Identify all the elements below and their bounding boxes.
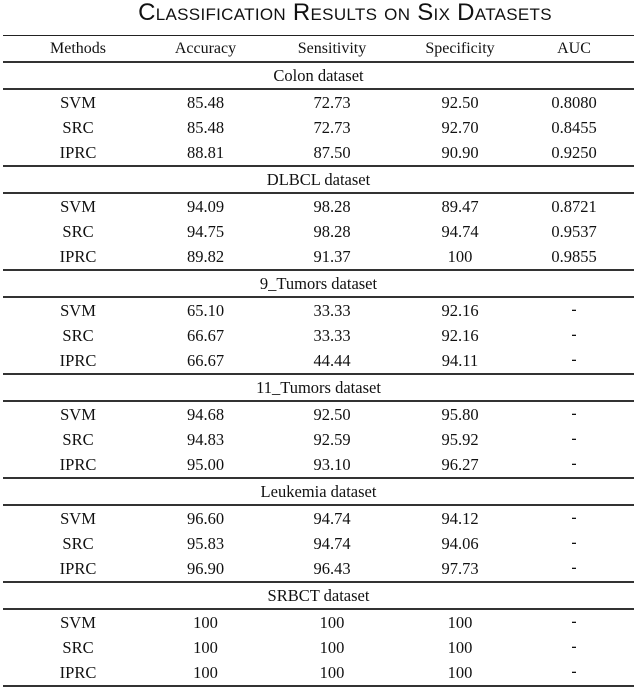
specificity-cell: 94.74 bbox=[441, 221, 479, 241]
auc-cell: - bbox=[571, 326, 577, 344]
sensitivity-cell: 33.33 bbox=[313, 325, 351, 345]
method-cell: SVM bbox=[60, 508, 96, 528]
table-row bbox=[3, 506, 634, 531]
accuracy-cell: 95.83 bbox=[186, 533, 225, 553]
sensitivity-cell: 91.37 bbox=[313, 246, 351, 266]
accuracy-cell: 66.67 bbox=[186, 325, 225, 345]
auc-cell: 0.8721 bbox=[551, 196, 597, 216]
method-cell: SRC bbox=[62, 637, 94, 657]
auc-cell: - bbox=[571, 455, 577, 473]
dataset-name: 11_Tumors dataset bbox=[256, 377, 381, 397]
header-sensitivity: Sensitivity bbox=[297, 39, 367, 57]
method-cell: SRC bbox=[62, 221, 94, 241]
accuracy-cell: 96.90 bbox=[186, 558, 225, 578]
results-table bbox=[3, 35, 634, 687]
method-cell: IPRC bbox=[59, 454, 97, 474]
accuracy-cell: 94.68 bbox=[186, 404, 225, 424]
table-title: Classification Results on Six Datasets bbox=[138, 0, 552, 26]
table-row bbox=[3, 531, 634, 556]
method-cell: SVM bbox=[60, 92, 96, 112]
section-header bbox=[3, 375, 634, 402]
auc-cell: 0.9537 bbox=[551, 221, 597, 241]
specificity-cell: 90.90 bbox=[441, 142, 479, 162]
table-row bbox=[3, 244, 634, 271]
auc-cell: 0.8455 bbox=[551, 117, 597, 137]
sensitivity-cell: 72.73 bbox=[313, 117, 351, 137]
sensitivity-cell: 92.59 bbox=[313, 429, 351, 449]
section-header bbox=[3, 63, 634, 90]
method-cell: IPRC bbox=[59, 662, 97, 682]
sensitivity-cell: 98.28 bbox=[313, 196, 351, 216]
method-cell: SRC bbox=[62, 429, 94, 449]
auc-cell: 0.9855 bbox=[551, 246, 597, 266]
specificity-cell: 96.27 bbox=[441, 454, 479, 474]
table-row bbox=[3, 298, 634, 323]
specificity-cell: 95.80 bbox=[441, 404, 479, 424]
specificity-cell: 92.50 bbox=[441, 92, 479, 112]
auc-cell: - bbox=[571, 351, 577, 369]
auc-cell: 0.9250 bbox=[551, 142, 597, 162]
sensitivity-cell: 100 bbox=[319, 612, 345, 632]
sensitivity-cell: 44.44 bbox=[313, 350, 351, 370]
table-body bbox=[3, 63, 634, 687]
table-row bbox=[3, 660, 634, 687]
table-row bbox=[3, 115, 634, 140]
method-cell: IPRC bbox=[59, 142, 97, 162]
specificity-cell: 95.92 bbox=[441, 429, 479, 449]
specificity-cell: 89.47 bbox=[441, 196, 479, 216]
accuracy-cell: 85.48 bbox=[186, 92, 225, 112]
accuracy-cell: 65.10 bbox=[186, 300, 225, 320]
method-cell: SVM bbox=[60, 612, 96, 632]
method-cell: SRC bbox=[62, 117, 94, 137]
specificity-cell: 94.12 bbox=[441, 508, 479, 528]
accuracy-cell: 100 bbox=[193, 637, 218, 657]
specificity-cell: 100 bbox=[447, 612, 473, 632]
table-row bbox=[3, 402, 634, 427]
section-header bbox=[3, 271, 634, 298]
dataset-name: SRBCT dataset bbox=[267, 585, 370, 605]
table-row bbox=[3, 610, 634, 635]
method-cell: SRC bbox=[62, 533, 94, 553]
auc-cell: - bbox=[571, 509, 577, 527]
accuracy-cell: 89.82 bbox=[186, 246, 225, 266]
accuracy-cell: 100 bbox=[193, 612, 218, 632]
header-methods: Methods bbox=[50, 39, 106, 57]
section-header bbox=[3, 583, 634, 610]
sensitivity-cell: 94.74 bbox=[313, 533, 351, 553]
accuracy-cell: 94.75 bbox=[186, 221, 225, 241]
header-accuracy: Accuracy bbox=[174, 39, 237, 57]
method-cell: SVM bbox=[60, 300, 96, 320]
table-row bbox=[3, 194, 634, 219]
sensitivity-cell: 92.50 bbox=[313, 404, 351, 424]
dataset-name: Colon dataset bbox=[273, 65, 364, 85]
section-header bbox=[3, 167, 634, 194]
table-header-row bbox=[3, 36, 634, 63]
specificity-cell: 92.70 bbox=[441, 117, 479, 137]
specificity-cell: 92.16 bbox=[441, 300, 479, 320]
accuracy-cell: 96.60 bbox=[186, 508, 225, 528]
accuracy-cell: 88.81 bbox=[186, 142, 225, 162]
accuracy-cell: 100 bbox=[193, 662, 218, 682]
sensitivity-cell: 87.50 bbox=[313, 142, 351, 162]
sensitivity-cell: 100 bbox=[319, 637, 345, 657]
auc-cell: - bbox=[571, 430, 577, 448]
specificity-cell: 92.16 bbox=[441, 325, 479, 345]
accuracy-cell: 95.00 bbox=[186, 454, 225, 474]
table-row bbox=[3, 348, 634, 375]
table-row bbox=[3, 140, 634, 167]
method-cell: SRC bbox=[62, 325, 94, 345]
method-cell: SVM bbox=[60, 196, 96, 216]
method-cell: SVM bbox=[60, 404, 96, 424]
specificity-cell: 94.11 bbox=[441, 350, 479, 370]
specificity-cell: 97.73 bbox=[441, 558, 479, 578]
table-row bbox=[3, 219, 634, 244]
accuracy-cell: 85.48 bbox=[186, 117, 225, 137]
table-row bbox=[3, 452, 634, 479]
auc-cell: - bbox=[571, 638, 577, 656]
table-row bbox=[3, 635, 634, 660]
sensitivity-cell: 93.10 bbox=[313, 454, 351, 474]
sensitivity-cell: 72.73 bbox=[313, 92, 351, 112]
auc-cell: - bbox=[571, 405, 577, 423]
dataset-name: DLBCL dataset bbox=[266, 169, 371, 189]
accuracy-cell: 66.67 bbox=[186, 350, 225, 370]
dataset-name: 9_Tumors dataset bbox=[259, 273, 378, 293]
method-cell: IPRC bbox=[59, 558, 97, 578]
section-header bbox=[3, 479, 634, 506]
sensitivity-cell: 33.33 bbox=[313, 300, 351, 320]
method-cell: IPRC bbox=[59, 246, 97, 266]
table-row bbox=[3, 90, 634, 115]
sensitivity-cell: 96.43 bbox=[313, 558, 351, 578]
method-cell: IPRC bbox=[59, 350, 97, 370]
auc-cell: - bbox=[571, 301, 577, 319]
auc-cell: 0.8080 bbox=[551, 92, 597, 112]
sensitivity-cell: 98.28 bbox=[313, 221, 351, 241]
accuracy-cell: 94.83 bbox=[186, 429, 225, 449]
specificity-cell: 100 bbox=[447, 637, 473, 657]
auc-cell: - bbox=[571, 559, 577, 577]
specificity-cell: 100 bbox=[447, 662, 473, 682]
auc-cell: - bbox=[571, 534, 577, 552]
specificity-cell: 100 bbox=[447, 246, 473, 266]
sensitivity-cell: 94.74 bbox=[313, 508, 351, 528]
header-specificity: Specificity bbox=[425, 39, 495, 57]
auc-cell: - bbox=[571, 613, 577, 631]
dataset-name: Leukemia dataset bbox=[260, 481, 377, 501]
table-row bbox=[3, 323, 634, 348]
table-row bbox=[3, 427, 634, 452]
sensitivity-cell: 100 bbox=[319, 662, 345, 682]
auc-cell: - bbox=[571, 663, 577, 681]
table-row bbox=[3, 556, 634, 583]
header-auc: AUC bbox=[557, 39, 591, 57]
accuracy-cell: 94.09 bbox=[186, 196, 225, 216]
specificity-cell: 94.06 bbox=[441, 533, 479, 553]
